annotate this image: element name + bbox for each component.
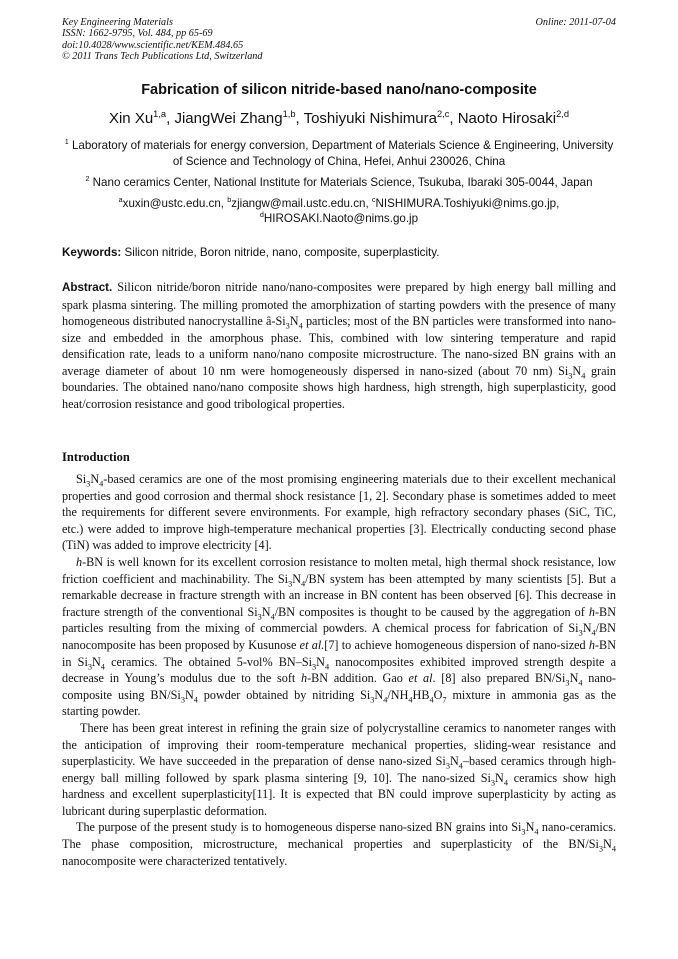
paragraph: There has been great interest in refining the grain size of polycrystalline ceramics to nanometer ranges with the anticipation of improving their room-temperature mechanical properties, sliding-wear resistance and superplasticity. We have succeeded in the preparation of dense nano-sized $Si_3N_4$–based ceramics through high-energy ball milling followed by spark plasma sintering [9, 10]. The nano-sized $Si_3N_4$ ceramics show high hardness and excellent superplasticity[11]. It is expected that BN could improve superplasticity by acting as lubricant during superplastic deformation. [62,720,616,818]
abstract: Abstract. Silicon nitride/boron nitride nano/nano-composites were prepared by high energy ball milling and spark plasma sintering. The milling promoted the amorphization of starting powders with the presence of many homogeneous distributed nanocrystalline $â-Si_3N_4$ particles; most of the BN particles were transformed into nano-size and embedded in the amorphous phase. This, combined with low sintering temperature and rapid densification rate, leads to a uniform nano/nano composite microstructure. The nano-sized BN grains with an average diameter of about 10 nm were homogeneously dispersed in nano-sized (about 70 nm) $Si_3N_4$ grain boundaries. The obtained nano/nano composite shows high hardness, high strength, high superplasticity, good heat/corrosion resistance and good tribological properties. [62,280,617,411]
keywords [62,246,616,259]
section-heading: Introduction [62,450,130,464]
keywords-text: Silicon nitride, Boron nitride, nano, composite, superplasticity. [124,246,440,259]
affiliation-2: $^2$ Nano ceramics Center, National Institute for Materials Science, Tsukuba, Ibaraki 305-0044, Japan [85,174,593,189]
email-d: HIROSAKI.Naoto@nims.go.jp [263,212,419,225]
online-date: Online: 2011-07-04 [535,17,616,28]
paragraph: $Si_3N_4$-based ceramics are one of the most promising engineering materials due to their excellent mechanical properties and good corrosion and thermal shock resistance [1, 2]. Secondary phase is sometimes added to meet the requirements for different severe environments. For example, high refractory secondary phases (SiC, TiC, etc.) were added to improve high-temperature mechanical properties [3]. Electrically conducting second phase (TiN) was added to improve electricity [4]. [62,472,616,553]
author-name: JiangWei Zhang [174,110,283,127]
affiliation-1: $^1$ Laboratory of materials for energy conversion, Department of Materials Science & Engineering, University of Science and Technology of China, Hefei, Anhui 230026, China [64,137,614,168]
email-a: xuxin@ustc.edu.cn, [122,197,225,210]
journal-header [62,17,616,63]
author-name: Naoto Hirosaki [457,110,557,127]
author-list: Xin Xu$^{1,a}$, JiangWei Zhang$^{1,b}$, Toshiyuki Nishimura$^{2,c}$, Naoto Hirosaki$^{2,d}$ [108,109,570,127]
author-sup: 1,b [282,109,296,119]
author-name: Xin Xu [108,110,154,127]
introduction-body [62,471,616,869]
paper-title: Fabrication of silicon nitride-based nano/nano-composite [141,82,537,98]
doi-line: doi:10.4028/www.scientific.net/KEM.484.65 [62,39,244,51]
issn-line: ISSN: 1662-9795, Vol. 484, pp 65-69 [62,28,213,40]
email-list: $^a$xuxin@ustc.edu.cn, $^b$zjiangw@mail.ustc.edu.cn, $^c$NISHIMURA.Toshiyuki@nims.go.jp, $^d$HIROSAKI.Naoto@nims.go.jp [118,195,560,225]
author-sup: 2,d [556,109,570,119]
email-b: zjiangw@mail.ustc.edu.cn, [231,197,369,210]
author-name: Toshiyuki Nishimura [303,110,437,127]
author-sup: 1,a [153,109,167,119]
keywords-label: Keywords: [62,246,122,259]
paragraph: The purpose of the present study is to homogeneous disperse nano-sized BN grains into $Si_3N_4$ nano-ceramics. The phase composition, microstructure, mechanical properties and superplasticity of the $BN/Si_3N_4$ nanocomposite were characterized tentatively. [62,820,616,868]
email-c: NISHIMURA.Toshiyuki@nims.go.jp, [375,197,560,210]
copyright-line: © 2011 Trans Tech Publications Ltd, Switzerland [62,51,263,63]
journal-name: Key Engineering Materials [62,17,173,28]
paragraph: h-BN is well known for its excellent corrosion resistance to molten metal, high thermal shock resistance, low friction coefficient and machinability. The $Si_3N_4/BN$ system has been attempted by many scientists [5]. But a remarkable decrease in fracture strength with an increase in BN content has been observed [6]. This decrease in fracture strength of the conventional $Si_3N_4/BN$ composites is thought to be caused by the aggregation of h-BN particles resulting from the mixing of commercial powders. A chemical process for fabrication of $Si_3N_4/BN$ nanocomposite has been proposed by Kusunose et al.[7] to achieve homogeneous dispersion of nano-sized h-BN in $Si_3N_4$ ceramics. The obtained 5-vol% $BN-Si_3N_4$ nanocomposites exhibited improved strength despite a decrease in Young’s modulus due to the soft h-BN addition. Gao et al. [8] also prepared $BN/Si_3N_4$ nano-composite using $BN/Si_3N_4$ powder obtained by nitriding $Si_3N_4/NH_4HB_4O_7$ mixture in ammonia gas as the starting powder. [62,554,616,719]
author-sup: 2,c [436,109,450,119]
abstract-label: Abstract. [62,281,113,294]
